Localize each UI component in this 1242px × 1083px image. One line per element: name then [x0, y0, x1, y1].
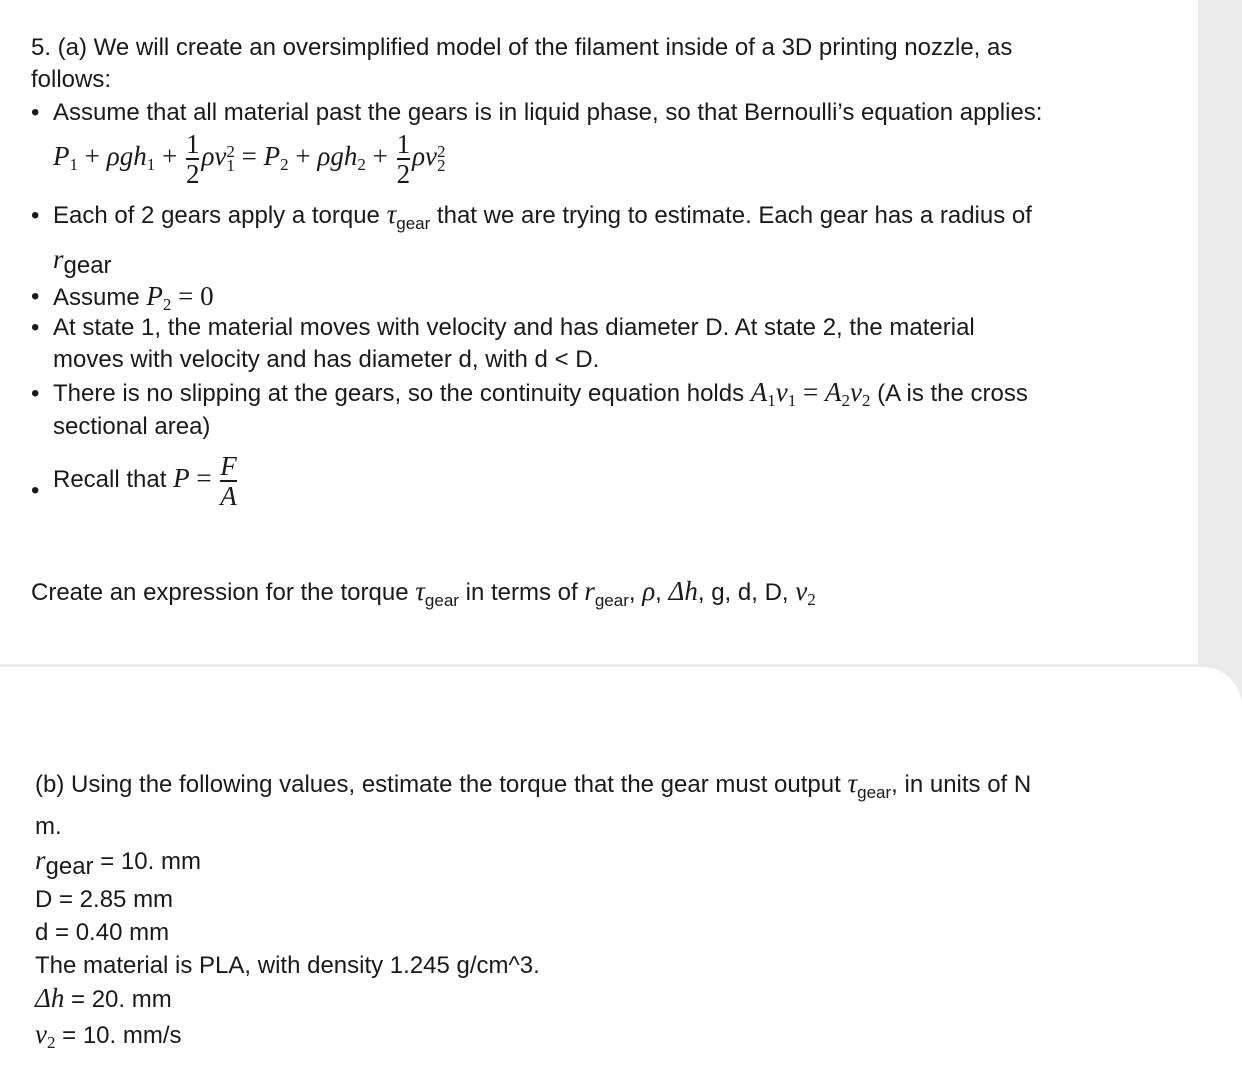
eq-plus-3: + — [288, 141, 318, 171]
b6-fraction-num: F — [220, 450, 237, 481]
eq-plus-4: + — [365, 141, 395, 171]
b5-A2: A — [825, 377, 842, 407]
part-b-after: , in units of N — [891, 771, 1032, 798]
intro-line-2: follows: — [31, 66, 112, 93]
value-delta-h — [35, 983, 172, 1015]
part-b-line-2: m. — [35, 813, 62, 840]
value-v2-symbol: v — [35, 1019, 47, 1049]
tau-subscript: gear — [396, 214, 431, 233]
question-v: v — [795, 576, 808, 606]
eq-h2-sub: 2 — [357, 155, 366, 174]
question-delta-h: Δh — [668, 576, 698, 606]
value-r-symbol: r — [35, 845, 46, 875]
tau-symbol: τ — [386, 199, 397, 229]
bullet-2-text — [53, 199, 1032, 239]
question-r: r — [584, 576, 595, 606]
b5-v1-sub: 1 — [787, 391, 797, 410]
value-v2-text: = 10. mm/s — [55, 1022, 182, 1049]
b5-v2-sub: 2 — [861, 391, 871, 410]
value-r-sub: gear — [45, 853, 94, 880]
question-a-rest: , g, d, D, — [697, 579, 796, 606]
eq-rho-v1: ρv — [201, 141, 227, 171]
value-delta-h-text: = 20. mm — [64, 986, 172, 1013]
b5-A2-sub: 2 — [841, 391, 850, 410]
bullet-5-line-2: sectional area) — [53, 413, 211, 440]
part-b-before: (b) Using the following values, estimate the torque that the gear must output — [35, 771, 848, 798]
eq-h1-sub: 1 — [146, 155, 156, 174]
intro-line-1: 5. (a) We will create an oversimplified model of the filament inside of a 3D printing nozzle, as — [31, 34, 1013, 61]
eq-equals: = — [234, 141, 264, 171]
eq-P2-sub: 2 — [280, 155, 289, 174]
eq-v1-scripts — [226, 141, 235, 175]
bullet-2-marker: • — [31, 202, 40, 229]
eq-half-2-den: 2 — [396, 158, 411, 189]
bullet-2-radius — [53, 244, 112, 281]
b6-fraction — [220, 452, 237, 510]
question-rho: ρ — [642, 576, 656, 606]
part-b-line-1 — [35, 768, 1031, 808]
question-sep-1: , — [628, 579, 643, 606]
eq-plus-1: + — [78, 141, 107, 171]
eq-half-1-num: 1 — [185, 128, 200, 159]
bullet-6-text — [53, 436, 239, 522]
r-gear-subscript: gear — [63, 252, 112, 279]
b3-equals-zero: = 0 — [171, 281, 214, 311]
bullet-1-text: Assume that all material past the gears is in liquid phase, so that Bernoulli’s equation applies: — [53, 99, 1043, 126]
value-material: The material is PLA, with density 1.245 g/cm^3. — [35, 952, 540, 979]
bullet-5-after: (A is the cross — [870, 380, 1028, 407]
value-v2-sub: 2 — [46, 1033, 56, 1052]
bullet-4-marker: • — [31, 314, 40, 341]
eq-rho-g-h2: ρgh — [317, 141, 358, 171]
b6-fraction-den: A — [220, 480, 237, 511]
bernoulli-equation — [53, 127, 446, 194]
value-d: d = 0.40 mm — [35, 919, 170, 946]
question-r-sub: gear — [594, 591, 629, 610]
value-D: D = 2.85 mm — [35, 886, 174, 913]
b6-equals: = — [189, 463, 219, 493]
question-tau: τ — [415, 576, 425, 606]
b5-v1: v — [775, 377, 788, 407]
part-b-tau-sub: gear — [857, 783, 892, 802]
bullet-5-line-1 — [53, 377, 1028, 416]
bullet-3-marker: • — [31, 283, 40, 310]
eq-rho-v2: ρv — [412, 141, 438, 171]
eq-v2-sub: 2 — [437, 155, 446, 175]
eq-half-1 — [186, 130, 200, 188]
bullet-6-marker: • — [31, 477, 40, 504]
bullet-2-before: Each of 2 gears apply a torque — [53, 202, 387, 229]
question-sep-2: , — [655, 579, 669, 606]
value-r-text: = 10. mm — [93, 848, 201, 875]
bullet-5-marker: • — [31, 380, 40, 407]
value-r-gear — [35, 845, 201, 882]
value-v2 — [35, 1019, 182, 1058]
bullet-6-before: Recall that — [53, 466, 174, 493]
question-v-sub: 2 — [807, 590, 816, 609]
question-a-mid: in terms of — [458, 579, 585, 606]
eq-v2-sup: 2 — [437, 141, 446, 161]
b5-A1: A — [750, 377, 768, 407]
eq-P2: P — [263, 141, 281, 171]
eq-half-2-num: 1 — [396, 128, 411, 159]
bullet-1-marker: • — [31, 99, 40, 126]
eq-P1: P — [53, 141, 70, 171]
bullet-2-after: that we are trying to estimate. Each gear has a radius of — [430, 202, 1032, 229]
eq-rho-g-h1: ρgh — [106, 141, 147, 171]
eq-v1-sub: 1 — [226, 155, 235, 175]
b5-A1-sub: 1 — [767, 391, 776, 410]
question-a-before: Create an expression for the torque — [31, 579, 416, 606]
b3-P-sub: 2 — [162, 295, 172, 314]
eq-v2-scripts — [437, 141, 446, 175]
b5-v2: v — [850, 377, 862, 407]
b6-P: P — [173, 463, 190, 493]
eq-v1-sup: 2 — [226, 141, 235, 161]
bullet-4-line-1: At state 1, the material moves with velocity and has diameter D. At state 2, the material — [53, 314, 975, 341]
bullet-4-line-2: moves with velocity and has diameter d, with d < D. — [53, 346, 600, 373]
bullet-3-before: Assume — [53, 284, 147, 311]
b3-P: P — [146, 281, 163, 311]
question-card-part-b — [0, 667, 1242, 1083]
eq-half-1-den: 2 — [185, 158, 200, 189]
eq-half-2 — [397, 130, 411, 188]
eq-plus-2: + — [155, 141, 184, 171]
r-gear-symbol: r — [53, 244, 64, 274]
bullet-5-before: There is no slipping at the gears, so the continuity equation holds — [53, 380, 751, 407]
value-delta-h-symbol: Δh — [35, 983, 65, 1013]
question-tau-sub: gear — [424, 591, 459, 610]
part-b-tau: τ — [847, 768, 858, 798]
b5-equals: = — [796, 377, 825, 407]
eq-P1-sub: 1 — [69, 155, 78, 174]
question-a — [31, 576, 816, 616]
